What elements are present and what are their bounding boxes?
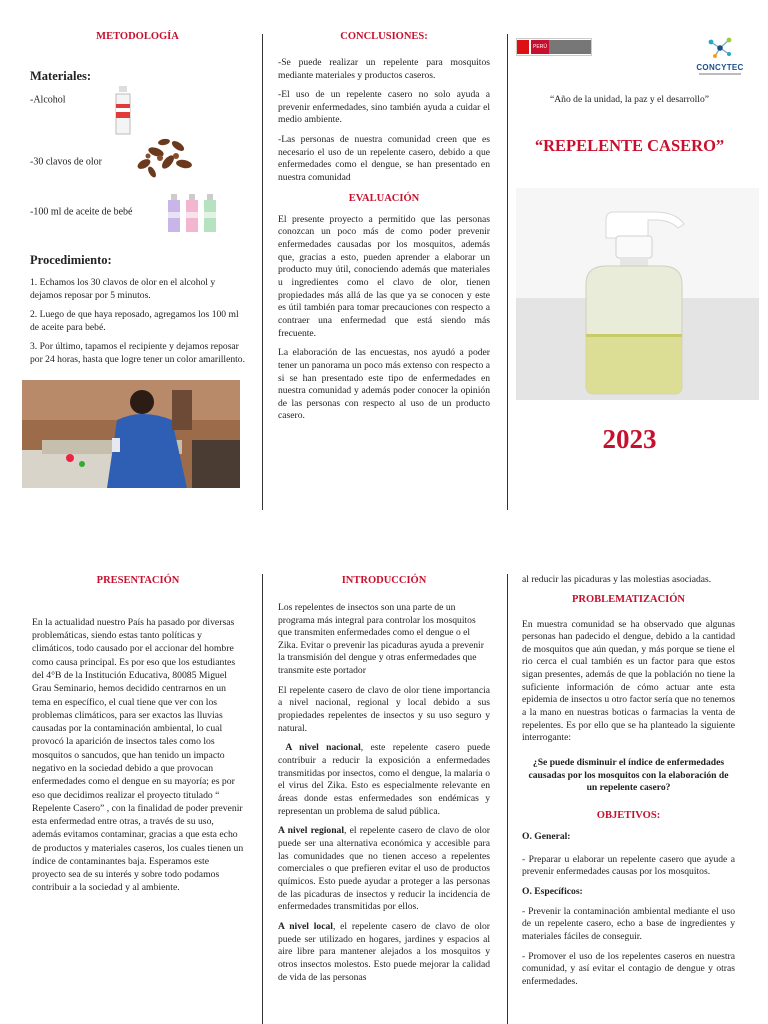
presentacion-text: En la actualidad nuestro País ha pasado por diversas problemáticas, siendo estas tanto políticas y climáticos, todo causado por el accionar del hombre como causa principal. Es por eso que los estudiantes del 4°B de la Institución Educativa, 80085 Miguel Grau Seminario, hemos decidido centrarnos en un tema en específico, el cual tiene que ver con los problemas climáticos, para ser exactos las lluvias causadas por la contaminación ambiental, lo cual provocó la aparición de insectos tales como los mosquitos o sancudos, que han tenido un impacto negativo en la sociedad debido a que provocan enfermedades como el dengue en su mayoría; es por eso que decidimos realizar el proyecto titulado “ Repelente Casero” , con la finalidad de poder prevenir esta enfermedad entre otras, a través de su uso, además evitamos contaminar, gracias a que esta echo de productos y materiales caseros, los cuales tienen un índice de contaminantes baja. Esperamos este proyecto sea de su interés y sobre todo podamos contribuir a la sociedad y al ambiente. xyxy=(32,616,244,894)
metodologia-section xyxy=(30,30,245,374)
procedure-step: 2. Luego de que haya reposado, agregamos los 100 ml de aceite para bebé. xyxy=(30,309,239,333)
material-label: -100 ml de aceite de bebé xyxy=(30,206,133,218)
introduccion-regional xyxy=(278,825,490,914)
material-aceite xyxy=(30,190,245,246)
material-clavos xyxy=(30,134,245,190)
objetivo-general-text: - Preparar u elaborar un repelente casero que ayude a prevenir enfermedades causas por los mosquitos. xyxy=(522,853,735,878)
material-alcohol xyxy=(30,88,245,134)
research-question: ¿Se puede disminuir el índice de enfermedades causadas por los mosquitos con la elaboración de un repelente casero? xyxy=(528,757,729,794)
introduccion-paragraph: El repelente casero de clavo de olor tiene importancia a nivel nacional, regional y local debido a sus propiedades repelentes de insectos y su uso seguro y natural. xyxy=(278,684,490,734)
spray-bottle-photo xyxy=(516,188,759,400)
objetivo-general-label: O. General: xyxy=(522,830,571,842)
logo-concytec xyxy=(693,36,747,75)
alcohol-bottle-image xyxy=(112,86,134,136)
introduccion-local xyxy=(278,921,490,984)
regional-label: A nivel regional xyxy=(278,825,344,837)
student-photo xyxy=(22,380,240,488)
problematizacion-text: En muestra comunidad se ha observado que algunas personas han padecido el dengue, debido a la cantidad de mosquitos que aún quedan, y más porque se tiene el rio cerca el cual también es un factor para que estos sigan presentes, además de que la población no tiene la suficiente información de cómo actuar ante esta epidemia de insectos u otro factor sería que no tenemos a la mano en nuestras boticas o farmacias la venta de repelentes. Es por ello que se ha planteado la siguiente interrogante: xyxy=(522,618,735,744)
evaluacion-paragraph: La elaboración de las encuestas, nos ayudó a poder tener un panorama un poco más extenso con respecto a si se han presentado este tipo de enfermedades en nuestra comunidad y además poder conocer la opinión de las personas con respecto al uso de un producto casero. xyxy=(278,347,490,422)
presentacion-section xyxy=(32,574,244,902)
concytec-logo-text: CONCYTEC xyxy=(696,63,744,72)
baby-oil-bottles-image xyxy=(166,190,220,234)
materiales-heading: Materiales: xyxy=(30,68,92,83)
local-text: , el repelente casero de clavo de olor puede ser utilizado en hogares, jardines y espacios al aire libre para mantener alejados a los mosquitos y otros insectos molestos. Esto puede mejorar la calidad de vida de las personas xyxy=(278,920,490,983)
year-motto: “Año de la unidad, la paz y el desarrollo” xyxy=(549,94,710,105)
objetivo-especifico: - Promover el uso de los repelentes caseros en nuestra comunidad, y así evitar el contagio de dengue y otras enfermedades. xyxy=(522,950,735,987)
problematizacion-section xyxy=(522,574,735,995)
regional-text: , el repelente casero de clavo de olor puede ser una alternativa económica y accesible para las comunidades que no tienen acceso a repelentes comerciales o que prefieren evitar el uso de productos químicos. Esto puede ayudar a proteger a las personas de las picaduras de insectos y reducir la incidencia de enfermedades transmitidas por ellos. xyxy=(278,825,490,913)
cover-title: “REPELENTE CASERO” xyxy=(534,136,725,155)
conclusiones-section xyxy=(278,30,490,430)
problematizacion-heading: PROBLEMATIZACIÓN xyxy=(572,593,685,605)
nacional-label: A nivel nacional xyxy=(285,742,361,754)
cover-year: 2023 xyxy=(602,424,657,454)
conclusion-item: -El uso de un repelente casero no solo ayuda a prevenir enfermedades, sino también ayuda a cuidar el medio ambiente. xyxy=(278,89,490,126)
column-divider xyxy=(262,34,263,510)
objetivos-heading: OBJETIVOS: xyxy=(596,810,661,822)
peru-shield-icon xyxy=(517,40,529,54)
nacional-text: , este repelente casero puede contribuir a reducir la exposición a enfermedades transmitidas por insectos, como el dengue, la malaria o el virus del Zika. Esto es especialmente relevante en áreas donde estas enfermedades son endémicas y representan un problema de salud pública. xyxy=(278,742,491,817)
conclusion-item: -Se puede realizar un repelente para mosquitos mediante materiales y productos caseros. xyxy=(278,56,490,81)
cloves-image xyxy=(134,134,196,178)
local-label: A nivel local xyxy=(278,920,333,932)
material-label: -30 clavos de olor xyxy=(30,156,102,168)
presentacion-heading: PRESENTACIÓN xyxy=(96,575,180,586)
logo-peru-text: PERÚ xyxy=(531,40,549,54)
concytec-molecule-icon xyxy=(705,36,735,58)
procedimiento-heading: Procedimiento: xyxy=(30,253,112,268)
conclusiones-heading: CONCLUSIONES: xyxy=(340,31,428,42)
column-divider xyxy=(507,34,508,510)
introduccion-section xyxy=(278,574,490,991)
conclusion-item: -Las personas de nuestra comunidad creen que es necesario el uso de un repelente casero, debido a que enfermedades como el dengue, se han presentado en nuestra comunidad xyxy=(278,134,490,184)
introduccion-paragraph: Los repelentes de insectos son una parte de un programa más integral para controlar los mosquitos que transmiten enfermedades como el dengue o el Zika. Evitar o prevenir las picaduras ayuda a prevenir la transmisión del dengue y otras enfermedades que transmite este portador xyxy=(278,601,484,677)
objetivo-especifico: - Prevenir la contaminación ambiental mediante el uso de un repelente casero, echo a base de ingredientes y materiales fáciles de conseguir. xyxy=(522,905,735,942)
procedure-step: 3. Por último, tapamos el recipiente y dejamos reposar por 24 horas, hasta que logre tener un color amarillento. xyxy=(30,341,245,366)
evaluacion-heading: EVALUACIÓN xyxy=(348,192,420,204)
continuation-text: al reducir las picaduras y las molestias asociadas. xyxy=(522,574,712,585)
procedure-step: 1. Echamos los 30 clavos de olor en el alcohol y dejamos reposar por 5 minutos. xyxy=(30,276,216,301)
evaluacion-paragraph: El presente proyecto a permitido que las personas conozcan un poco más de como poder prevenir enfermedades causadas por los mosquitos, además que, gracias a esto, pueden aprender a elaborar un producto muy útil, conociendo además que materiales u ingredientes como el clavo de olor, tienen propiedades más allá de las que ya se conocen y este es útil también para tomar precauciones con respecto a contraer una enfermedad que está siendo más frecuente. xyxy=(278,213,490,339)
column-divider xyxy=(262,574,263,1024)
metodologia-heading: METODOLOGÍA xyxy=(96,31,179,42)
material-label: -Alcohol xyxy=(30,94,66,106)
objetivos-especificos-label: O. Específicos: xyxy=(522,885,583,897)
column-divider xyxy=(507,574,508,1024)
introduccion-heading: INTRODUCCIÓN xyxy=(341,575,427,586)
introduccion-nacional xyxy=(278,742,490,818)
logo-peru xyxy=(516,38,592,56)
